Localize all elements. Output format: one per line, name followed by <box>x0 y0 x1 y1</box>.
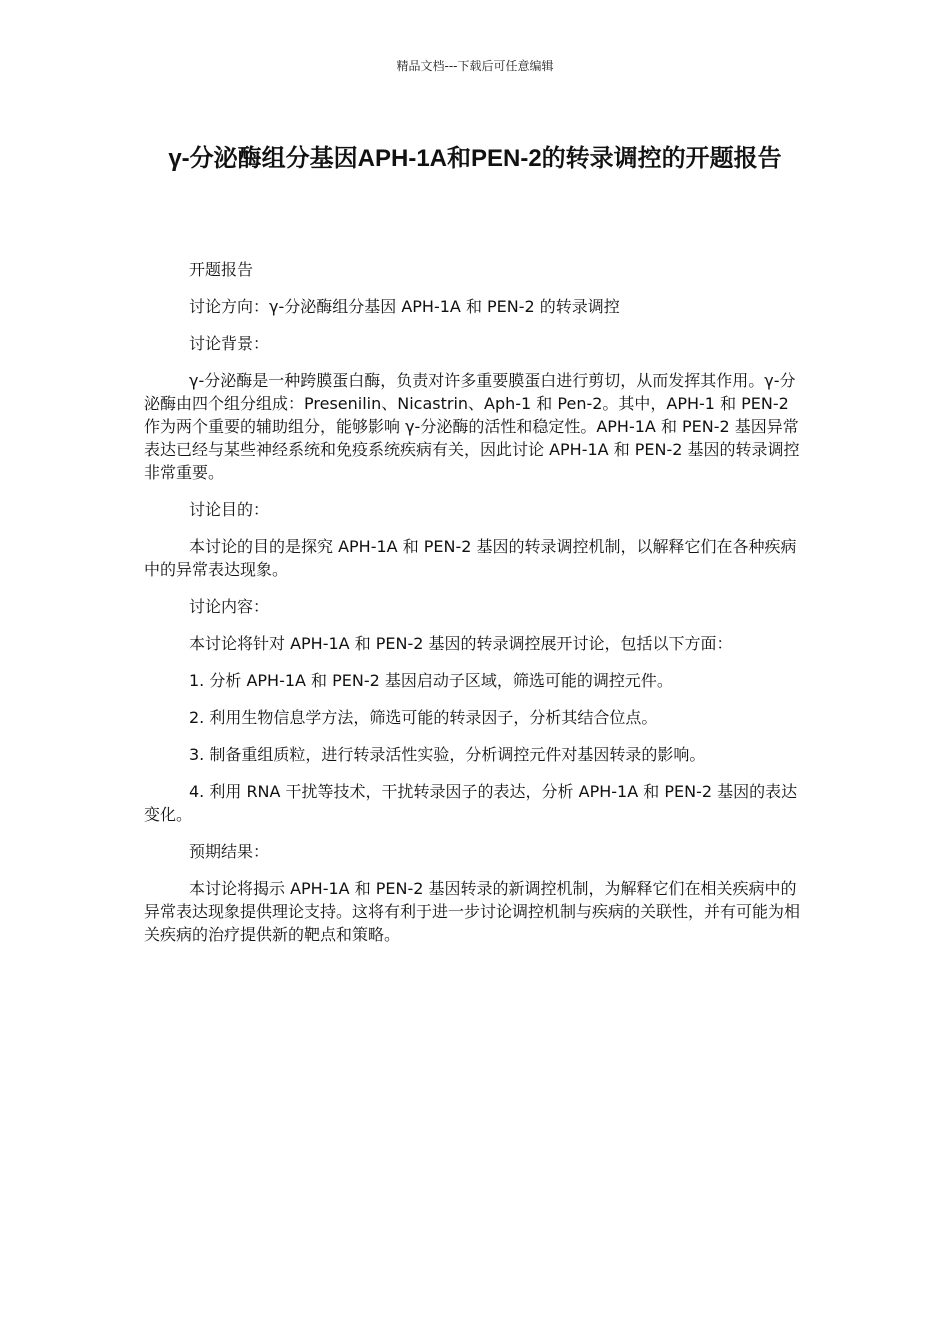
page-header-note: 精品文档---下载后可任意编辑 <box>396 59 554 73</box>
document-body <box>144 258 806 960</box>
paragraph-purpose-heading: 讨论目的： <box>189 500 270 519</box>
paragraph-content-intro: 本讨论将针对 APH-1A 和 PEN-2 基因的转录调控展开讨论，包括以下方面： <box>189 634 733 653</box>
paragraph-content-item-4: 4. 利用 RNA 干扰等技术，干扰转录因子的表达，分析 APH-1A 和 PEN-2 基因的表达变化。 <box>144 782 798 824</box>
paragraph-content-item-2: 2. 利用生物信息学方法，筛选可能的转录因子，分析其结合位点。 <box>189 708 658 727</box>
paragraph-content-heading: 讨论内容： <box>189 597 270 616</box>
paragraph-research-direction: 讨论方向：γ-分泌酶组分基因 APH-1A 和 PEN-2 的转录调控 <box>189 297 620 316</box>
paragraph-purpose-text: 本讨论的目的是探究 APH-1A 和 PEN-2 基因的转录调控机制，以解释它们在各种疾病中的异常表达现象。 <box>144 537 797 579</box>
paragraph-expected-text: 本讨论将揭示 APH-1A 和 PEN-2 基因转录的新调控机制，为解释它们在相关疾病中的异常表达现象提供理论支持。这将有利于进一步讨论调控机制与疾病的关联性，并有可能为相关疾病的治疗提供新的靶点和策略。 <box>144 879 801 944</box>
paragraph-expected-heading: 预期结果： <box>189 842 270 861</box>
paragraph-content-item-1: 1. 分析 APH-1A 和 PEN-2 基因启动子区域，筛选可能的调控元件。 <box>189 671 673 690</box>
paragraph-background-text: γ-分泌酶是一种跨膜蛋白酶，负责对许多重要膜蛋白进行剪切，从而发挥其作用。γ-分泌酶由四个组分组成：Presenilin、Nicastrin、Aph-1 和 Pen-2。其中，APH-1 和 PEN-2 作为两个重要的辅助组分，能够影响 γ-分泌酶的活性和稳定性。APH-1A 和 PEN-2 基因异常表达已经与某些神经系统和免疫系统疾病有关，因此讨论 APH-1A 和 PEN-2 基因的转录调控非常重要。 <box>144 371 800 482</box>
paragraph-content-item-3: 3. 制备重组质粒，进行转录活性实验，分析调控元件对基因转录的影响。 <box>189 745 706 764</box>
paragraph-background-heading: 讨论背景： <box>189 334 270 353</box>
document-title: γ-分泌酶组分基因APH-1A和PEN-2的转录调控的开题报告 <box>168 145 782 172</box>
paragraph-heading-report: 开题报告 <box>189 260 254 279</box>
